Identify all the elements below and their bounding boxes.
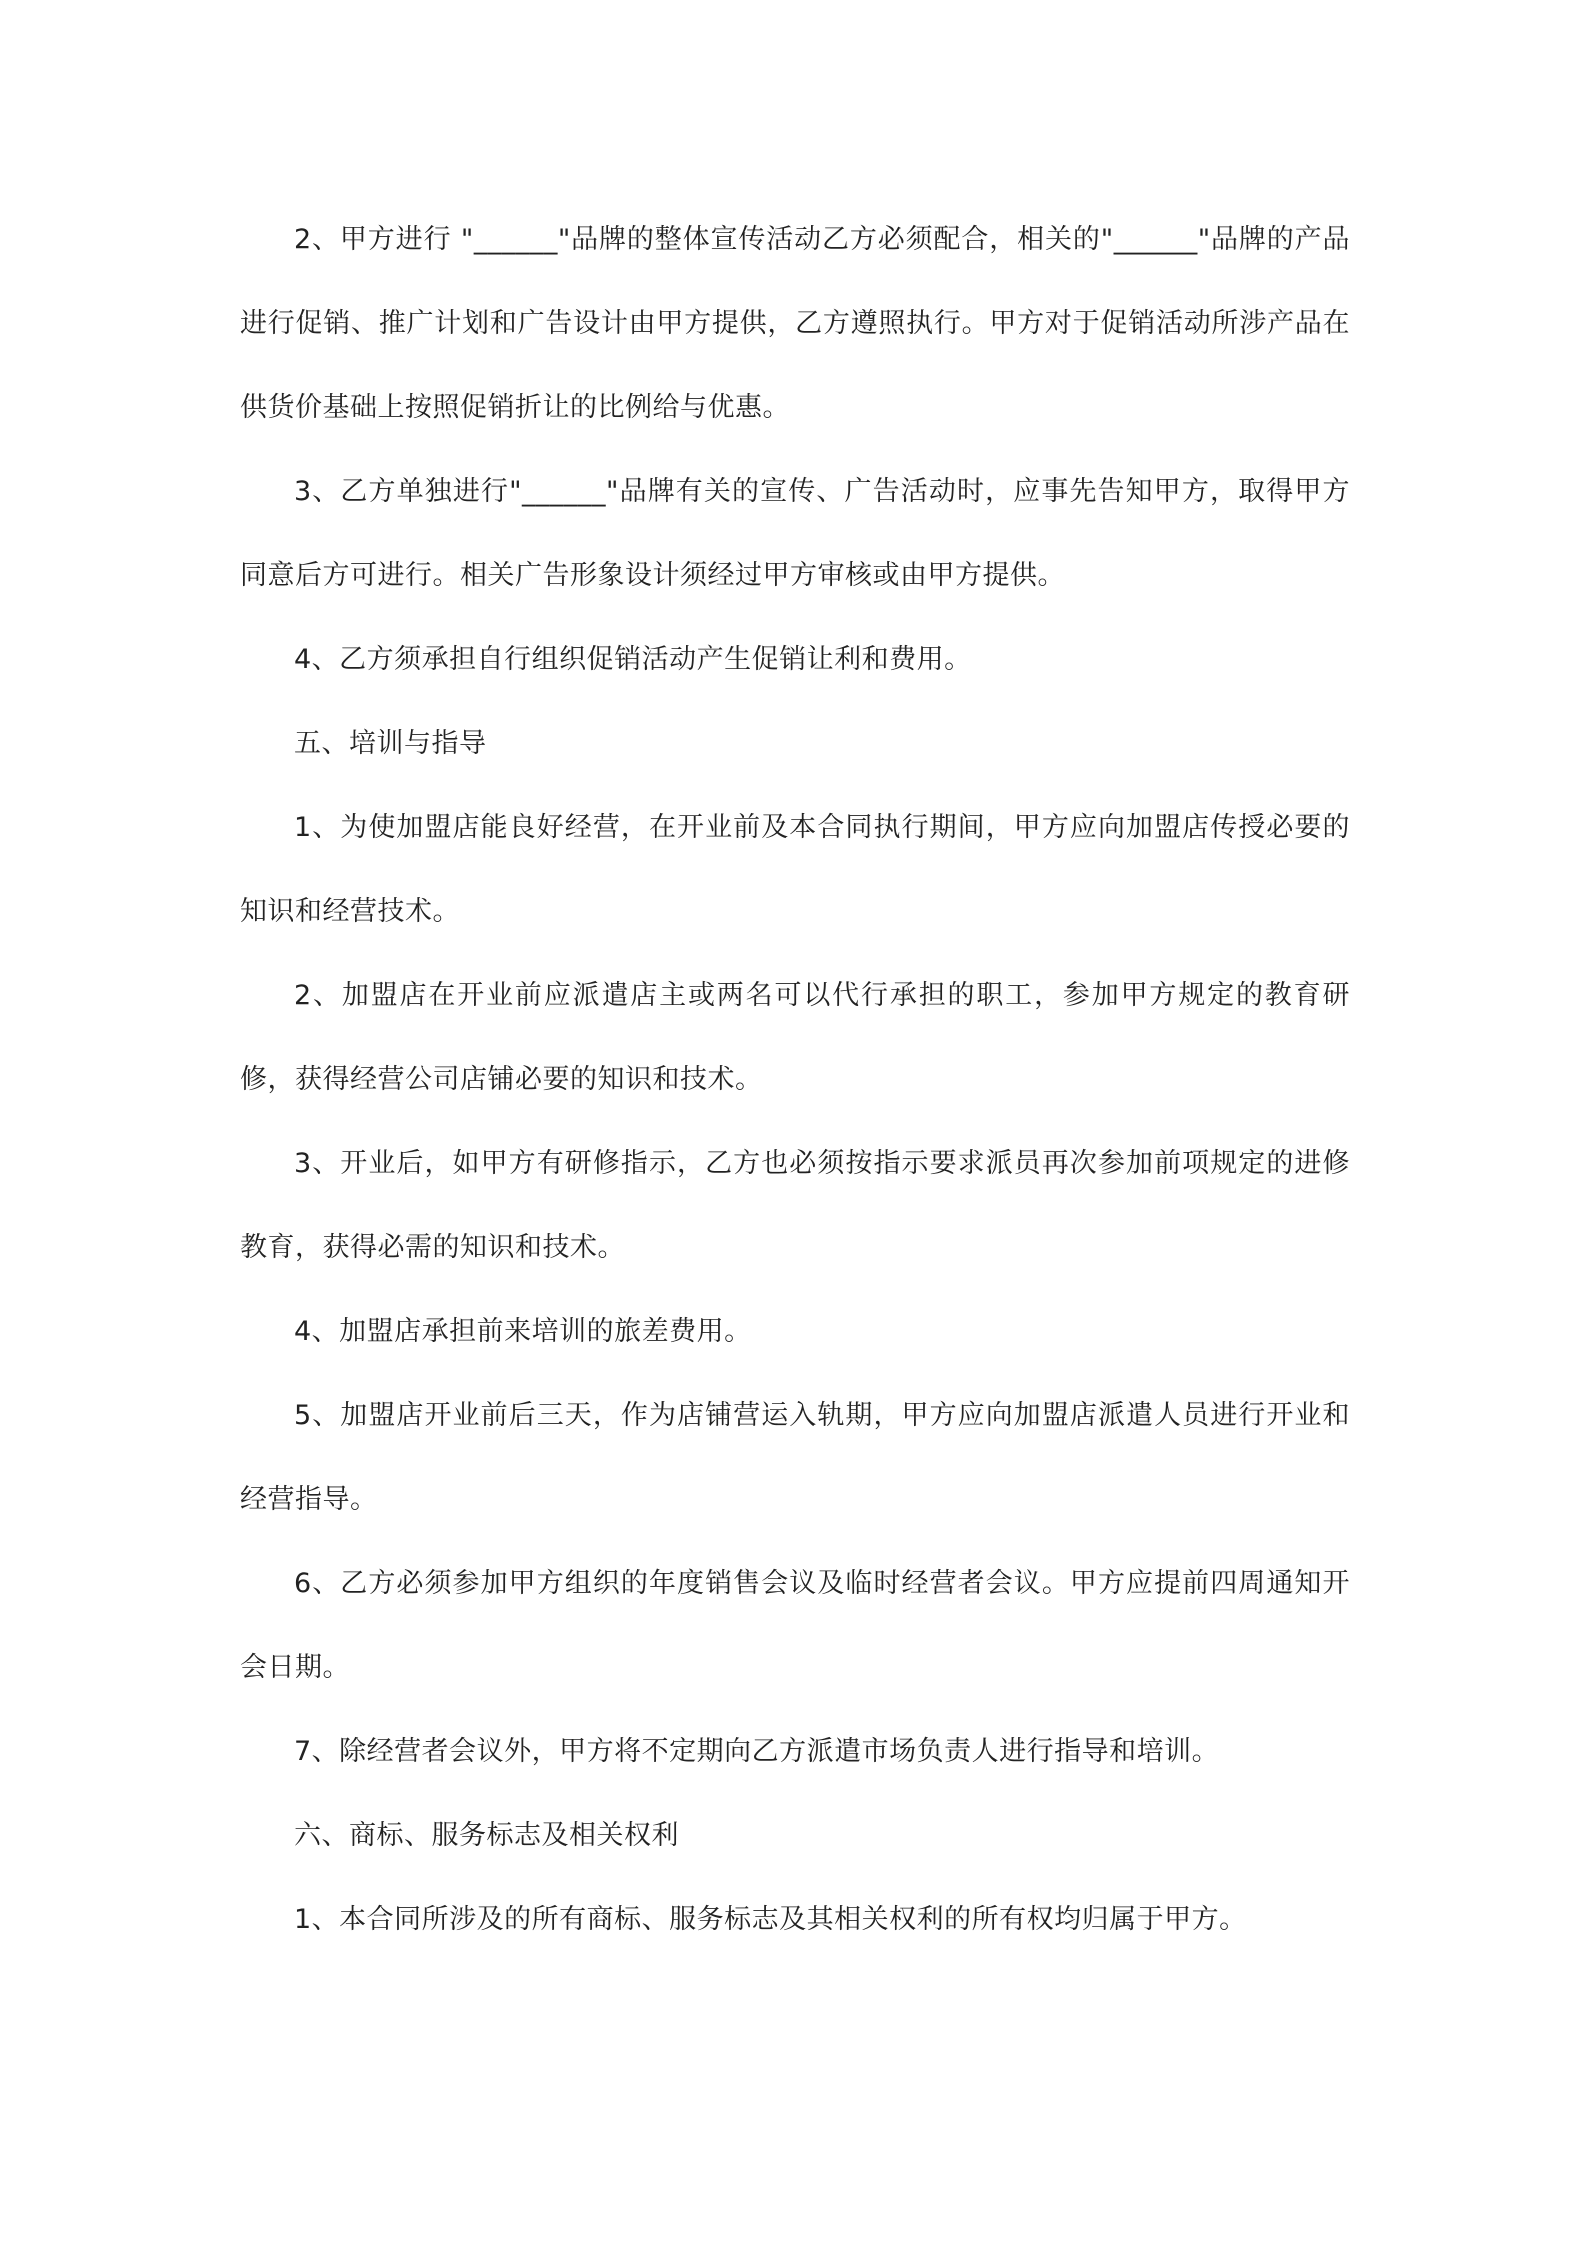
- clause-paragraph: 1、本合同所涉及的所有商标、服务标志及其相关权利的所有权均归属于甲方。: [294, 1904, 1247, 1935]
- clause-paragraph: 4、乙方须承担自行组织促销活动产生促销让利和费用。: [294, 644, 972, 675]
- clause-paragraph: 7、除经营者会议外，甲方将不定期向乙方派遣市场负责人进行指导和培训。: [294, 1736, 1220, 1767]
- document-body: [240, 198, 1350, 1962]
- clause-paragraph: 2、加盟店在开业前应派遣店主或两名可以代行承担的职工，参加甲方规定的教育研修，获得经营公司店铺必要的知识和技术。: [240, 980, 1350, 1095]
- section-heading: 六、商标、服务标志及相关权利: [294, 1820, 679, 1851]
- clause-paragraph: 6、乙方必须参加甲方组织的年度销售会议及临时经营者会议。甲方应提前四周通知开会日期。: [240, 1568, 1350, 1683]
- clause-paragraph: 2、甲方进行 "______"品牌的整体宣传活动乙方必须配合，相关的"______"品牌的产品进行促销、推广计划和广告设计由甲方提供，乙方遵照执行。甲方对于促销活动所涉产品在供货价基础上按照促销折让的比例给与优惠。: [240, 224, 1350, 423]
- section-heading: 五、培训与指导: [294, 728, 487, 759]
- clause-paragraph: 3、乙方单独进行"______"品牌有关的宣传、广告活动时，应事先告知甲方，取得甲方同意后方可进行。相关广告形象设计须经过甲方审核或由甲方提供。: [240, 476, 1350, 591]
- clause-paragraph: 4、加盟店承担前来培训的旅差费用。: [294, 1316, 752, 1347]
- clause-paragraph: 1、为使加盟店能良好经营，在开业前及本合同执行期间，甲方应向加盟店传授必要的知识和经营技术。: [240, 812, 1350, 927]
- clause-paragraph: 3、开业后，如甲方有研修指示，乙方也必须按指示要求派员再次参加前项规定的进修教育，获得必需的知识和技术。: [240, 1148, 1350, 1263]
- clause-paragraph: 5、加盟店开业前后三天，作为店铺营运入轨期，甲方应向加盟店派遣人员进行开业和经营指导。: [240, 1400, 1350, 1515]
